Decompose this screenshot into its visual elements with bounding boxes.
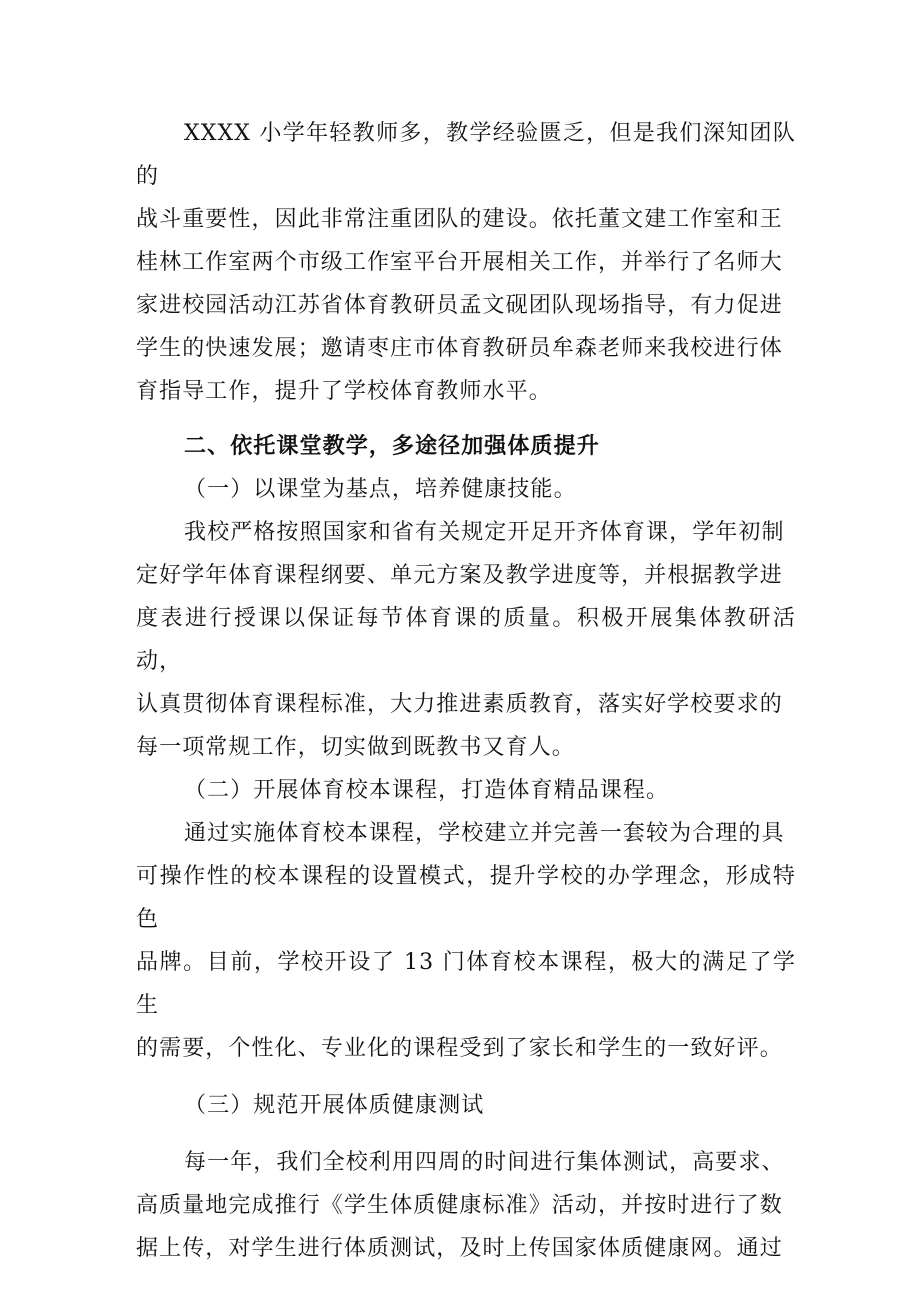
paragraph-pe-classes: 我校严格按照国家和省有关规定开足开齐体育课，学年初制 定好学年体育课程纲要、单元方案及教学进度等，并根据教学进 度表进行授课以保证每节体育课的质量。积极开展集体教研活动， 认真贯彻体育课程标准，大力推进素质教育，落实好学校要求的 每一项常规工作，切实做到既教书又育人。 xyxy=(136,520,796,760)
paragraph-fitness-test: 每一年，我们全校利用四周的时间进行集体测试，高要求、 高质量地完成推行《学生体质健康标准》活动，并按时进行了数 据上传，对学生进行体质测试，及时上传国家体质健康网。通过 xyxy=(136,1150,785,1261)
subheading-1: （一）以课堂为基点，培养健康技能。 xyxy=(184,477,577,502)
section-heading-2: 二、依托课堂教学，多途径加强体质提升 xyxy=(184,434,600,459)
document-body xyxy=(136,112,796,1270)
subheading-3: （三）规范开展体质健康测试 xyxy=(184,1093,485,1118)
paragraph-school-courses: 通过实施体育校本课程，学校建立并完善一套较为合理的具 可操作性的校本课程的设置模式，提升学校的办学理念，形成特色 品牌。目前，学校开设了 13 门体育校本课程，极大的满足了学生 的需要，个性化、专业化的课程受到了家长和学生的一致好评。 xyxy=(136,821,796,1061)
paragraph-team-building: XXXX 小学年轻教师多，教学经验匮乏，但是我们深知团队的 战斗重要性，因此非常注重团队的建设。依托董文建工作室和王 桂林工作室两个市级工作室平台开展相关工作，并举行了名师大 家进校园活动江苏省体育教研员孟文砚团队现场指导，有力促进 学生的快速发展；邀请枣庄市体育教研员牟森老师来我校进行体 育指导工作，提升了学校体育教师水平。 xyxy=(136,121,796,404)
subheading-2: （二）开展体育校本课程，打造体育精品课程。 xyxy=(184,778,670,803)
